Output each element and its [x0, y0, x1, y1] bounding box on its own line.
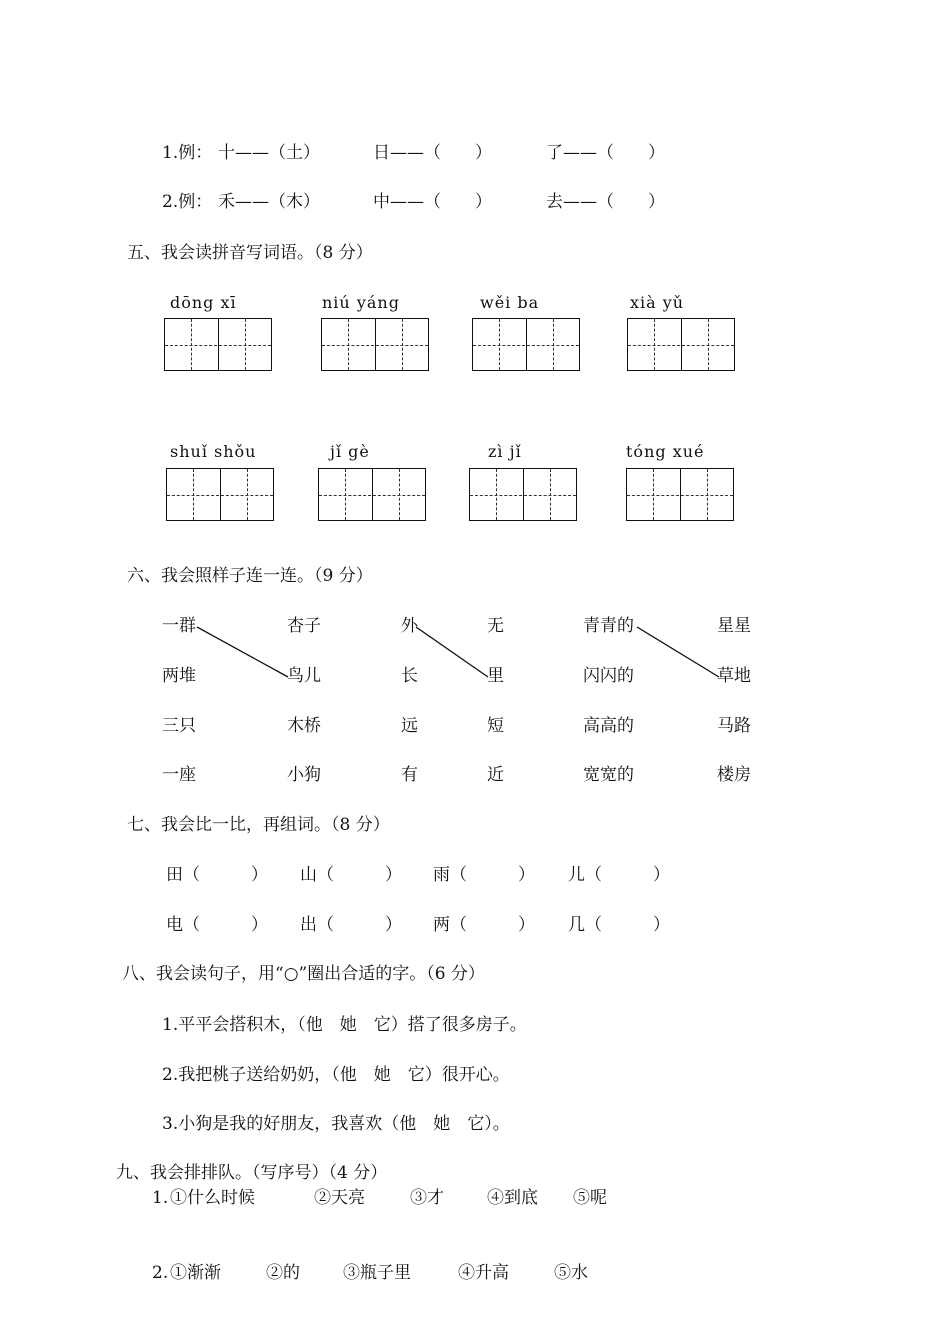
sentence-3: 3.小狗是我的好朋友，我喜欢（他 她 它）。: [162, 1114, 510, 1134]
pinyin-7: zì jǐ: [488, 442, 522, 461]
section7-title: 七、我会比一比，再组词。（8 分）: [127, 815, 390, 835]
match-word: 有: [401, 765, 418, 785]
order-word: ②天亮: [314, 1188, 365, 1208]
match-word: 楼房: [717, 765, 751, 785]
example-line-3: [637, 627, 719, 677]
s4-item2-example: 禾——（木）: [218, 192, 320, 212]
match-word: 两堆: [162, 666, 196, 686]
match-word: 宽宽的: [583, 765, 634, 785]
match-word: 木桥: [287, 716, 321, 736]
pinyin-3: wěi ba: [480, 293, 540, 312]
match-word: 短: [487, 716, 504, 736]
match-word: 三只: [162, 716, 196, 736]
example-line-2: [416, 627, 488, 677]
match-word: 外: [401, 616, 418, 636]
match-word: 无: [487, 616, 504, 636]
pinyin-6: jǐ gè: [330, 442, 370, 461]
compare-item: 出（ ）: [300, 915, 402, 935]
match-word: 一群: [162, 616, 196, 636]
compare-item: 雨（ ）: [433, 865, 535, 885]
match-word: 小狗: [287, 765, 321, 785]
order-word: ③才: [410, 1188, 444, 1208]
order-word: ⑤水: [554, 1263, 588, 1283]
pinyin-5: shuǐ shǒu: [170, 442, 257, 461]
match-word: 鸟儿: [287, 666, 321, 686]
order-word: ④升高: [458, 1263, 509, 1283]
s4-item2-q1: 中——（ ）: [373, 192, 492, 212]
compare-item: 几（ ）: [568, 915, 670, 935]
match-word: 近: [487, 765, 504, 785]
match-word: 杏子: [287, 616, 321, 636]
compare-item: 山（ ）: [300, 865, 402, 885]
match-word: 闪闪的: [583, 666, 634, 686]
s4-item1-example: 十——（土）: [218, 143, 320, 163]
pinyin-8: tóng xué: [626, 442, 705, 461]
s4-item1-q2: 了——（ ）: [546, 143, 665, 163]
sentence-1: 1.平平会搭积木，（他 她 它）搭了很多房子。: [162, 1015, 527, 1035]
order-word: ③瓶子里: [343, 1263, 411, 1283]
match-word: 一座: [162, 765, 196, 785]
order-q2-num: 2.: [152, 1263, 169, 1283]
section6-title: 六、我会照样子连一连。（9 分）: [127, 566, 373, 586]
s4-item1-num: 1.例：: [162, 143, 213, 163]
pinyin-1: dōng xī: [170, 293, 237, 312]
match-word: 高高的: [583, 716, 634, 736]
match-word: 青青的: [583, 616, 634, 636]
s4-item2-q2: 去——（ ）: [546, 192, 665, 212]
match-word: 草地: [717, 666, 751, 686]
order-q1-num: 1.: [152, 1188, 169, 1208]
order-word: ②的: [266, 1263, 300, 1283]
order-word: ①什么时候: [170, 1188, 255, 1208]
section5-title: 五、我会读拼音写词语。（8 分）: [127, 243, 373, 263]
compare-item: 儿（ ）: [568, 865, 670, 885]
example-line-1: [197, 627, 288, 677]
compare-item: 两（ ）: [433, 915, 535, 935]
match-word: 长: [401, 666, 418, 686]
compare-item: 田（ ）: [166, 865, 268, 885]
match-word: 星星: [717, 616, 751, 636]
order-word: ⑤呢: [573, 1188, 607, 1208]
match-word: 里: [487, 666, 504, 686]
section8-title: 八、我会读句子，用“○”圈出合适的字。（6 分）: [122, 964, 485, 984]
match-word: 马路: [717, 716, 751, 736]
order-word: ④到底: [487, 1188, 538, 1208]
compare-item: 电（ ）: [166, 915, 268, 935]
section9-title: 九、我会排排队。（写序号）（4 分）: [116, 1163, 388, 1183]
sentence-2: 2.我把桃子送给奶奶，（他 她 它）很开心。: [162, 1065, 510, 1085]
match-word: 远: [401, 716, 418, 736]
s4-item2-num: 2.例：: [162, 192, 213, 212]
order-word: ①渐渐: [170, 1263, 221, 1283]
pinyin-4: xià yǔ: [630, 293, 685, 312]
pinyin-2: niú yáng: [322, 293, 400, 312]
s4-item1-q1: 日——（ ）: [373, 143, 492, 163]
